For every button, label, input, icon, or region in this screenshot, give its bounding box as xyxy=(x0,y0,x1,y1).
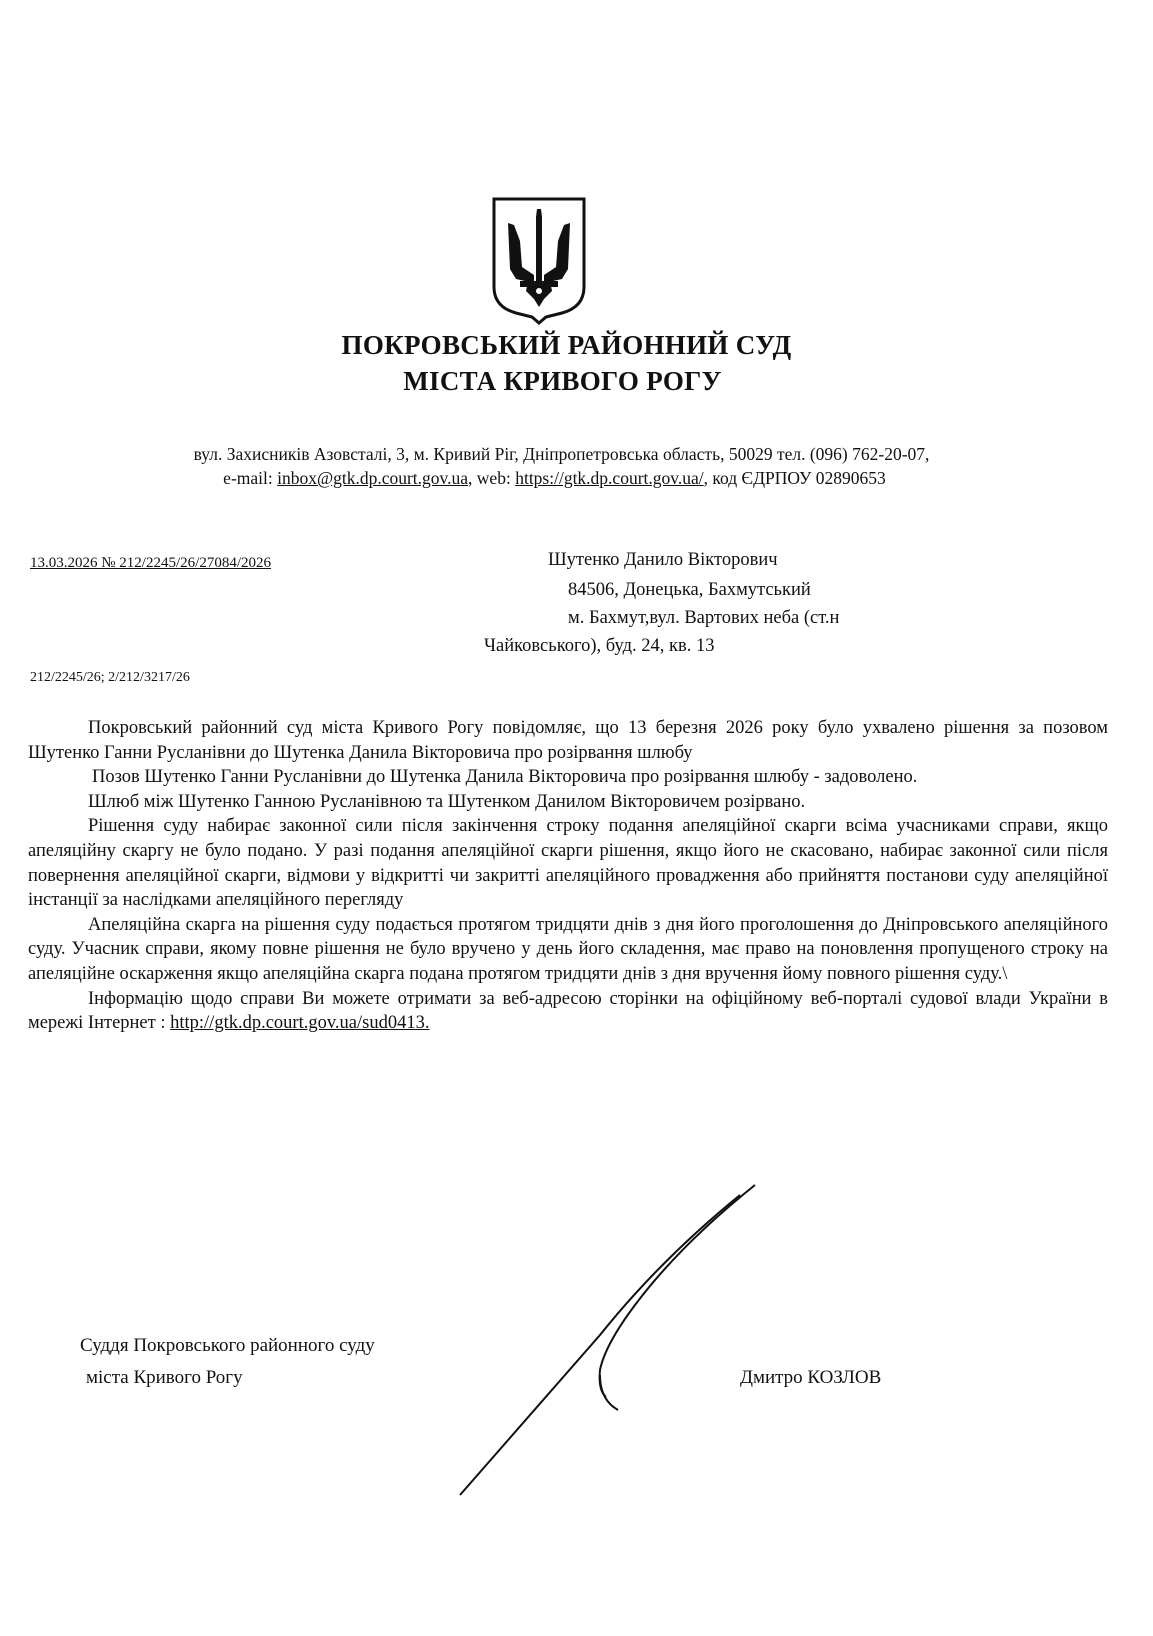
judge-title-line2: міста Кривого Рогу xyxy=(86,1367,243,1388)
outgoing-date-number: 13.03.2026 № 212/2245/26/27084/2026 xyxy=(30,555,271,571)
court-contacts xyxy=(0,467,1131,489)
ukraine-trident-icon xyxy=(490,195,588,325)
paragraph-marriage-dissolved: Шлюб між Шутенко Ганною Русланівною та Шутенком Данилом Вікторовичем розірвано. xyxy=(88,791,806,812)
recipient-name: Шутенко Данило Вікторович xyxy=(548,550,778,570)
handwritten-signature xyxy=(450,1165,900,1505)
case-references: 212/2245/26; 2/212/3217/26 xyxy=(30,670,190,685)
web-label: , web: xyxy=(468,468,516,488)
court-name-line2: МІСТА КРИВОГО РОГУ xyxy=(403,366,722,396)
paragraph-appeal: Апеляційна скарга на рішення суду подається протягом тридцяти днів з дня його проголошення до Дніпровського апеляційного суду. Учасник справи, якому повне рішення не було вручено у день його складення, має право на поновлення пропущеного строку на апеляційне оскарження якщо апеляційна скарга подана протягом тридцяти днів з дня вручення йому повного рішення суду.\ xyxy=(28,914,1108,984)
paragraph-info xyxy=(28,987,1108,1036)
case-info-link[interactable]: http://gtk.dp.court.gov.ua/sud0413. xyxy=(170,1013,430,1034)
letter-body xyxy=(28,716,1108,1036)
recipient-address-line: м. Бахмут,вул. Вартових неба (ст.н xyxy=(568,608,840,628)
web-link[interactable]: https://gtk.dp.court.gov.ua/ xyxy=(515,468,704,488)
recipient-address-line: 84506, Донецька, Бахмутський xyxy=(568,580,811,600)
paragraph-notice: Покровський районний суд міста Кривого Рогу повідомляє, що 13 березня 2026 року було ухвалено рішення за позовом Шутенко Ганни Русланівни до Шутенка Данила Вікторовича про розірвання шлюбу xyxy=(28,718,1108,763)
edrpou-code: , код ЄДРПОУ 02890653 xyxy=(703,468,886,488)
recipient-address-line: Чайковського), буд. 24, кв. 13 xyxy=(484,636,715,656)
judge-name: Дмитро КОЗЛОВ xyxy=(740,1367,882,1388)
paragraph-legal-force: Рішення суду набирає законної сили після закінчення строку подання апеляційної скарги всіма учасниками справи, якщо апеляційну скаргу не було подано. У разі подання апеляційної скарги рішення, якщо його не скасовано, набирає законної сили після повернення апеляційної скарги, відмови у відкритті чи закритті апеляційного провадження або прийняття постанови суду апеляційної інстанції за наслідками апеляційного перегляду xyxy=(28,816,1108,911)
court-address: вул. Захисників Азовсталі, 3, м. Кривий Ріг, Дніпропетровська область, 50029 тел. (096) 762-20-07, xyxy=(193,444,930,464)
court-name-line1: ПОКРОВСЬКИЙ РАЙОННИЙ СУД xyxy=(341,330,792,360)
paragraph-claim-granted: Позов Шутенко Ганни Русланівни до Шутенка Данила Вікторовича про розірвання шлюбу - задоволено. xyxy=(92,767,918,788)
email-label: e-mail: xyxy=(223,468,278,488)
judge-title-line1: Суддя Покровського районного суду xyxy=(80,1335,375,1356)
info-text: Інформацію щодо справи Ви можете отримати за веб-адресою сторінки на офіційному веб-порталі судової влади України в мережі Інтернет : xyxy=(28,988,1108,1034)
email-link[interactable]: inbox@gtk.dp.court.gov.ua xyxy=(277,468,469,488)
